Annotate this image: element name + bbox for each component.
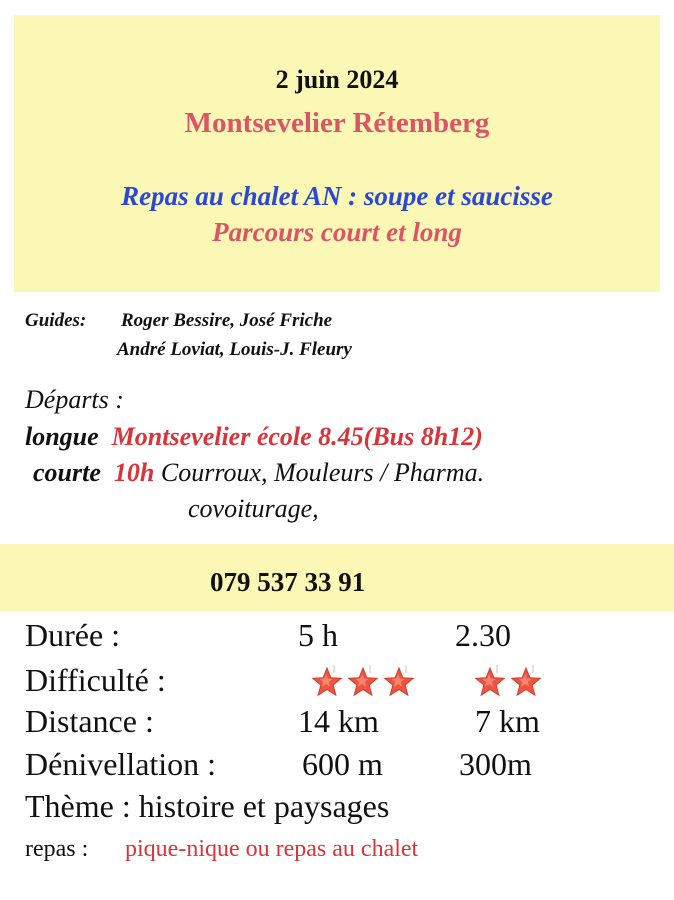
departure-short-label: courte bbox=[33, 458, 101, 487]
theme-value: histoire et paysages bbox=[138, 788, 390, 824]
guides-line-2: André Loviat, Louis-J. Fleury bbox=[117, 339, 352, 360]
guides-label: Guides: bbox=[25, 310, 87, 331]
event-place: Montsevelier Rétemberg bbox=[184, 107, 490, 139]
duration-label: Durée : bbox=[25, 617, 121, 653]
distance-short: 7 km bbox=[475, 703, 540, 739]
guides-line-1: Roger Bessire, José Friche bbox=[121, 310, 333, 331]
duration-long: 5 h bbox=[298, 617, 338, 653]
event-date: 2 juin 2024 bbox=[275, 65, 399, 94]
distance-label: Distance : bbox=[25, 703, 154, 739]
difficulty-label: Difficulté : bbox=[25, 662, 166, 698]
star-icon bbox=[310, 664, 344, 698]
elevation-long: 600 m bbox=[302, 746, 383, 782]
event-meal: Repas au chalet AN : soupe et saucisse bbox=[121, 181, 553, 211]
star-icon bbox=[509, 664, 543, 698]
header-box bbox=[14, 15, 660, 292]
star-icon bbox=[346, 664, 380, 698]
event-routes: Parcours court et long bbox=[212, 217, 462, 247]
contact-phone: 079 537 33 91 bbox=[210, 567, 366, 597]
difficulty-short-stars bbox=[473, 664, 545, 704]
departure-short bbox=[33, 458, 484, 488]
star-icon bbox=[473, 664, 507, 698]
difficulty-long-stars bbox=[310, 664, 418, 704]
duration-short: 2.30 bbox=[455, 617, 511, 653]
elevation-short: 300m bbox=[459, 746, 532, 782]
theme-line bbox=[25, 788, 389, 825]
star-icon bbox=[382, 664, 416, 698]
theme-label: Thème : bbox=[25, 788, 131, 824]
departures-label: Départs : bbox=[25, 385, 124, 414]
departure-long-detail: Montsevelier école 8.45(Bus 8h12) bbox=[111, 422, 483, 451]
departure-long bbox=[25, 422, 483, 452]
meal-label: repas : bbox=[25, 836, 89, 862]
departure-carpool: covoiturage, bbox=[188, 494, 319, 523]
distance-long: 14 km bbox=[298, 703, 379, 739]
meal-value: pique-nique ou repas au chalet bbox=[125, 836, 419, 862]
departure-short-time: 10h bbox=[113, 458, 155, 487]
elevation-label: Dénivellation : bbox=[25, 746, 217, 782]
departure-long-label: longue bbox=[25, 422, 99, 451]
departure-short-place: Courroux, Mouleurs / Pharma. bbox=[160, 458, 485, 487]
